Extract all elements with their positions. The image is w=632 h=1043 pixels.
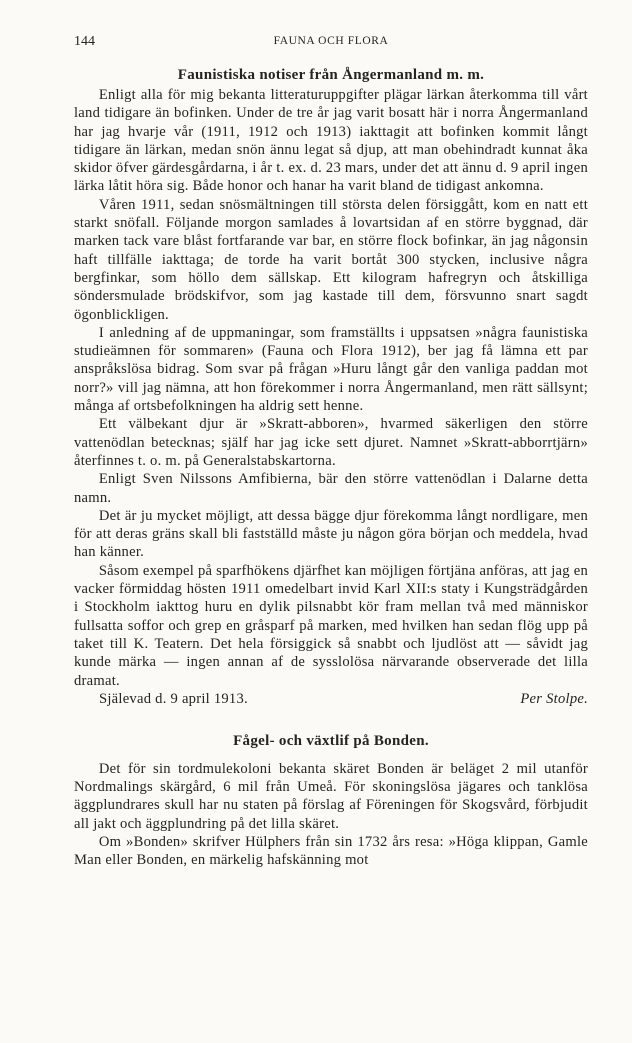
signature-place-date: Själevad d. 9 april 1913. — [99, 690, 248, 707]
paragraph: Våren 1911, sedan snösmältningen till största delen försiggått, kom en natt ett starkt snöfall. Följande morgon samlades å lovartsidan af en större byggnad, där marken tack vare blåst fortfarande var bar, en större flock bofinkar, än jag någonsin haft tillfälle iakttaga; de torde ha varit bortåt 300 stycken, inclusive några bergfinkar, som höllo dem sällskap. Ett kilogram hafregryn och åtskilliga söndersmulade brödskifvor, som jag kastade till dem, försvunno snart sagdt ögonblickligen. — [74, 196, 588, 323]
paragraph: Det för sin tordmulekoloni bekanta skäret Bonden är beläget 2 mil utanför Nordmalings skärgård, 6 mil från Umeå. För skoningslösa jägares och tanklösa äggplundrares skull har nu staten på förslag af Föreningen för Skogsvård, förbjudit all jakt och äggplundring på det lilla skäret. — [74, 760, 588, 832]
paragraph: Ett välbekant djur är »Skratt-abboren», hvarmed säkerligen den större vattenödlan betecknas; själf har jag icke sett djuret. Namnet »Skratt-abborrtjärn» återfinnes t. o. m. på Generalstabskartorna. — [74, 416, 588, 469]
article-body-faunistiska-notiser — [74, 86, 588, 690]
paragraph: Enligt Sven Nilssons Amfibierna, bär den större vattenödlan i Dalarne detta namn. — [74, 471, 588, 506]
book-page — [74, 31, 588, 870]
page-number: 144 — [74, 34, 95, 49]
paragraph: Om »Bonden» skrifver Hülphers från sin 1732 års resa: »Höga klippan, Gamle Man eller Bonden, en märkelig hafskänning mot — [74, 833, 588, 869]
signature-line — [74, 690, 588, 709]
paragraph: I anledning af de uppmaningar, som framställts i uppsatsen »några faunistiska studieämnen för sommaren» (Fauna och Flora 1912), ber jag få lämna ett par anspråkslösa bidrag. Som svar på frågan »Huru långt går den vanliga paddan mot norr?» vill jag nämna, att hon förekommer i norra Ångermanland, men rätt sällsynt; många af ortsbefolkningen ha aldrig sett henne. — [74, 324, 588, 415]
paragraph: Såsom exempel på sparfhökens djärfhet kan möjligen förtjäna anföras, att jag en vacker förmiddag hösten 1911 omedelbart invid Karl XII:s staty i Kungsträdgården i Stockholm iakttog huru en dylik pilsnabbt kör fram mellan två med människor fullsatta soffor och grep en gråsparf på marken, med hvilken han sedan flög upp på taket till K. Teatern. Det hela försiggick så snabbt och ljudlöst att — såvidt jag kunde märka — ingen annan af de sysslolösa närvarande observerade det lilla dramat. — [74, 562, 588, 689]
article-title-faunistiska-notiser: Faunistiska notiser från Ångermanland m. m. — [177, 67, 485, 83]
page-header — [74, 31, 588, 51]
article-body-bonden — [74, 760, 588, 870]
paragraph: Enligt alla för mig bekanta litteraturuppgifter plägar lärkan återkomma till vårt land tidigare än bofinken. Under de tre år jag varit bosatt här i norra Ångermanland har jag hvarje vår (1911, 1912 och 1913) iakttagit att bofinken kommit långt tidigare än lärkan, medan snön ännu legat så djup, att man obehindradt kunnat åka skidor öfver gärdesgårdarna, i år t. ex. d. 23 mars, under det att ännu d. 9 april ingen lärka låtit höra sig. Både honor och hanar ha varit bland de tidigast ankomna. — [74, 87, 588, 195]
paragraph: Det är ju mycket möjligt, att dessa bägge djur förekomma långt nordligare, men för att deras gräns skall bli fastställd måste ju någon göra början och meddela, hvad han känner. — [74, 507, 588, 561]
article-title-bonden: Fågel- och växtlif på Bonden. — [233, 732, 429, 749]
signature-author: Per Stolpe. — [520, 690, 588, 707]
running-title: FAUNA OCH FLORA — [273, 35, 389, 47]
